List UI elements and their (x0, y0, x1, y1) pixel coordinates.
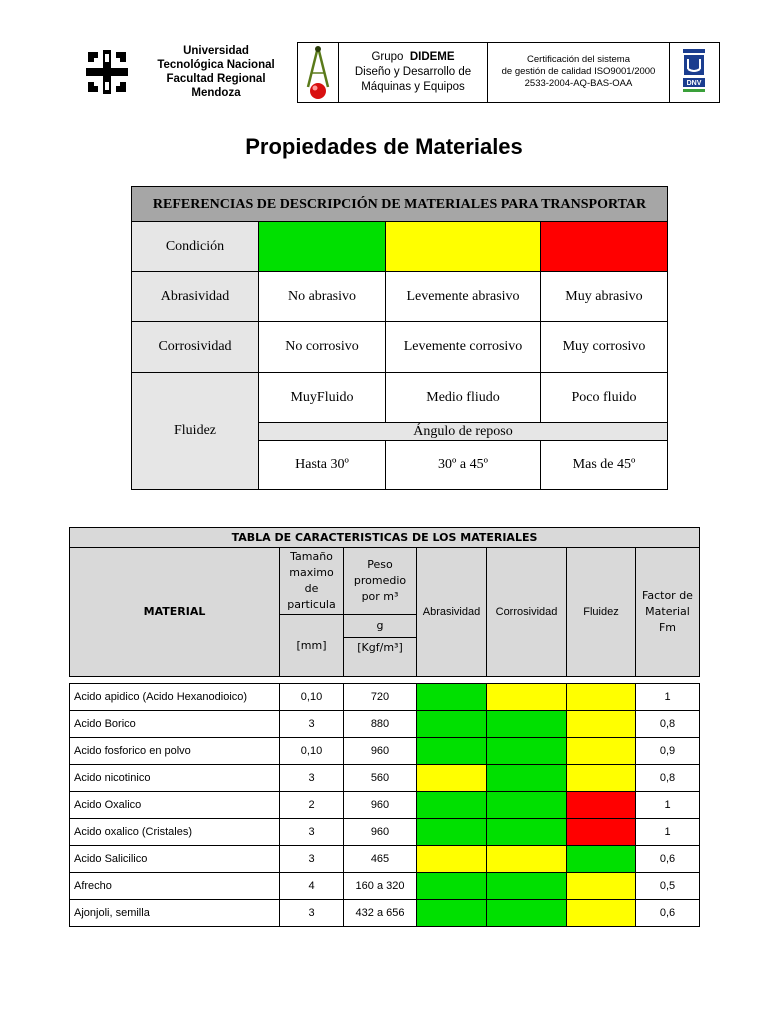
corrosivity-indicator (487, 819, 567, 846)
material-name: Afrecho (70, 873, 280, 900)
table-row (70, 873, 700, 900)
fluidity-label: Fluidez (132, 373, 259, 490)
weight-value: 160 a 320 (344, 873, 417, 900)
table-row (70, 819, 700, 846)
utn-logo (84, 48, 130, 96)
fluidity-indicator (567, 900, 636, 927)
university-line: Tecnológica Nacional (157, 59, 275, 71)
weight-value: 960 (344, 792, 417, 819)
material-name: Acido nicotinico (70, 765, 280, 792)
group-line: Diseño y Desarrollo de (354, 66, 472, 78)
corrosivity-indicator (487, 900, 567, 927)
material-name: Acido Borico (70, 711, 280, 738)
certification-info (488, 43, 669, 102)
weight-value: 560 (344, 765, 417, 792)
col-material-factor: Factor de Material Fm (636, 548, 700, 677)
abrasivity-indicator (417, 873, 487, 900)
material-factor: 0,5 (636, 873, 700, 900)
material-name: Acido Salicilico (70, 846, 280, 873)
corrosivity-value: No corrosivo (259, 322, 386, 373)
material-factor: 0,6 (636, 900, 700, 927)
table-row (70, 738, 700, 765)
condition-red-swatch (541, 222, 668, 272)
cert-line: 2533-2004-AQ-BAS-OAA (524, 78, 633, 89)
particle-size: 3 (280, 711, 344, 738)
abrasivity-label: Abrasividad (132, 272, 259, 322)
particle-size: 0,10 (280, 684, 344, 711)
material-name: Acido fosforico en polvo (70, 738, 280, 765)
table-row (70, 792, 700, 819)
abrasivity-indicator (417, 846, 487, 873)
col-particle-size-unit: [mm] (280, 615, 344, 677)
condition-green-swatch (259, 222, 386, 272)
corrosivity-indicator (487, 765, 567, 792)
condition-label: Condición (132, 222, 259, 272)
abrasivity-indicator (417, 792, 487, 819)
table-row (70, 711, 700, 738)
repose-angle-label: Ángulo de reposo (259, 423, 668, 441)
abrasivity-value: Muy abrasivo (541, 272, 668, 322)
materials-rows (70, 684, 700, 927)
weight-value: 465 (344, 846, 417, 873)
abrasivity-indicator (417, 765, 487, 792)
col-material: MATERIAL (70, 548, 280, 677)
fluidity-indicator (567, 819, 636, 846)
reference-table (131, 186, 668, 490)
col-corrosivity: Corrosividad (487, 548, 567, 677)
abrasivity-value: No abrasivo (259, 272, 386, 322)
material-factor: 1 (636, 684, 700, 711)
dnv-text: DNV (686, 80, 702, 87)
group-name: DIDEME (409, 51, 455, 63)
fluidity-indicator (567, 765, 636, 792)
fluidity-indicator (567, 711, 636, 738)
reference-table-header: REFERENCIAS DE DESCRIPCIÓN DE MATERIALES PARA TRANSPORTAR (132, 187, 668, 222)
weight-value: 720 (344, 684, 417, 711)
weight-value: 432 a 656 (344, 900, 417, 927)
col-fluidity: Fluidez (567, 548, 636, 677)
corrosivity-value: Levemente corrosivo (386, 322, 541, 373)
material-factor: 0,9 (636, 738, 700, 765)
col-particle-size: Tamaño maximo de particula (280, 548, 344, 615)
particle-size: 3 (280, 900, 344, 927)
repose-angle-value: Mas de 45º (541, 441, 668, 490)
table-row (70, 846, 700, 873)
corrosivity-indicator (487, 846, 567, 873)
weight-value: 960 (344, 819, 417, 846)
materials-table-title: TABLA DE CARACTERISTICAS DE LOS MATERIALES (70, 528, 700, 548)
corrosivity-indicator (487, 792, 567, 819)
particle-size: 2 (280, 792, 344, 819)
col-weight: Peso promedio por m³ (344, 548, 417, 615)
abrasivity-indicator (417, 900, 487, 927)
material-factor: 1 (636, 819, 700, 846)
weight-symbol: g (344, 615, 416, 638)
cert-line: Certificación del sistema (527, 54, 630, 65)
particle-size: 0,10 (280, 738, 344, 765)
university-line: Universidad (183, 45, 249, 57)
abrasivity-indicator (417, 738, 487, 765)
corrosivity-indicator (487, 873, 567, 900)
corrosivity-indicator (487, 684, 567, 711)
particle-size: 3 (280, 819, 344, 846)
university-name (140, 44, 292, 100)
weight-unit: [Kgf/m³] (357, 641, 403, 654)
repose-angle-value: 30º a 45º (386, 441, 541, 490)
abrasivity-indicator (417, 711, 487, 738)
corrosivity-indicator (487, 738, 567, 765)
material-factor: 0,8 (636, 711, 700, 738)
weight-value: 960 (344, 738, 417, 765)
material-name: Ajonjoli, semilla (70, 900, 280, 927)
fluidity-indicator (567, 738, 636, 765)
fluidity-value: Medio fliudo (386, 373, 541, 423)
col-weight-unit-cell (344, 615, 417, 677)
fluidity-indicator (567, 873, 636, 900)
table-row (70, 900, 700, 927)
group-info (338, 43, 488, 102)
dnv-logo (669, 43, 719, 102)
material-factor: 0,6 (636, 846, 700, 873)
fluidity-indicator (567, 846, 636, 873)
materials-table (69, 527, 700, 927)
condition-yellow-swatch (386, 222, 541, 272)
corrosivity-label: Corrosividad (132, 322, 259, 373)
material-name: Acido oxalico (Cristales) (70, 819, 280, 846)
abrasivity-value: Levemente abrasivo (386, 272, 541, 322)
col-abrasivity: Abrasividad (417, 548, 487, 677)
weight-value: 880 (344, 711, 417, 738)
abrasivity-indicator (417, 819, 487, 846)
material-name: Acido Oxalico (70, 792, 280, 819)
particle-size: 3 (280, 846, 344, 873)
page-title: Propiedades de Materiales (245, 134, 523, 159)
table-spacer (70, 677, 700, 684)
particle-size: 4 (280, 873, 344, 900)
cert-line: de gestión de calidad ISO9001/2000 (501, 66, 656, 77)
fluidity-value: MuyFluido (259, 373, 386, 423)
table-row (70, 684, 700, 711)
corrosivity-indicator (487, 711, 567, 738)
fluidity-indicator (567, 792, 636, 819)
abrasivity-indicator (417, 684, 487, 711)
group-prefix: Grupo (371, 51, 404, 63)
group-line: Máquinas y Equipos (361, 81, 465, 93)
material-factor: 1 (636, 792, 700, 819)
particle-size: 3 (280, 765, 344, 792)
fluidity-value: Poco fluido (541, 373, 668, 423)
material-name: Acido apidico (Acido Hexanodioico) (70, 684, 280, 711)
table-row (70, 765, 700, 792)
corrosivity-value: Muy corrosivo (541, 322, 668, 373)
university-line: Facultad Regional (166, 73, 266, 85)
repose-angle-value: Hasta 30º (259, 441, 386, 490)
header-box (297, 42, 720, 103)
dnv-emblem-icon (670, 43, 718, 100)
material-factor: 0,8 (636, 765, 700, 792)
university-line: Mendoza (191, 87, 241, 99)
fluidity-indicator (567, 684, 636, 711)
compass-logo (298, 43, 338, 102)
